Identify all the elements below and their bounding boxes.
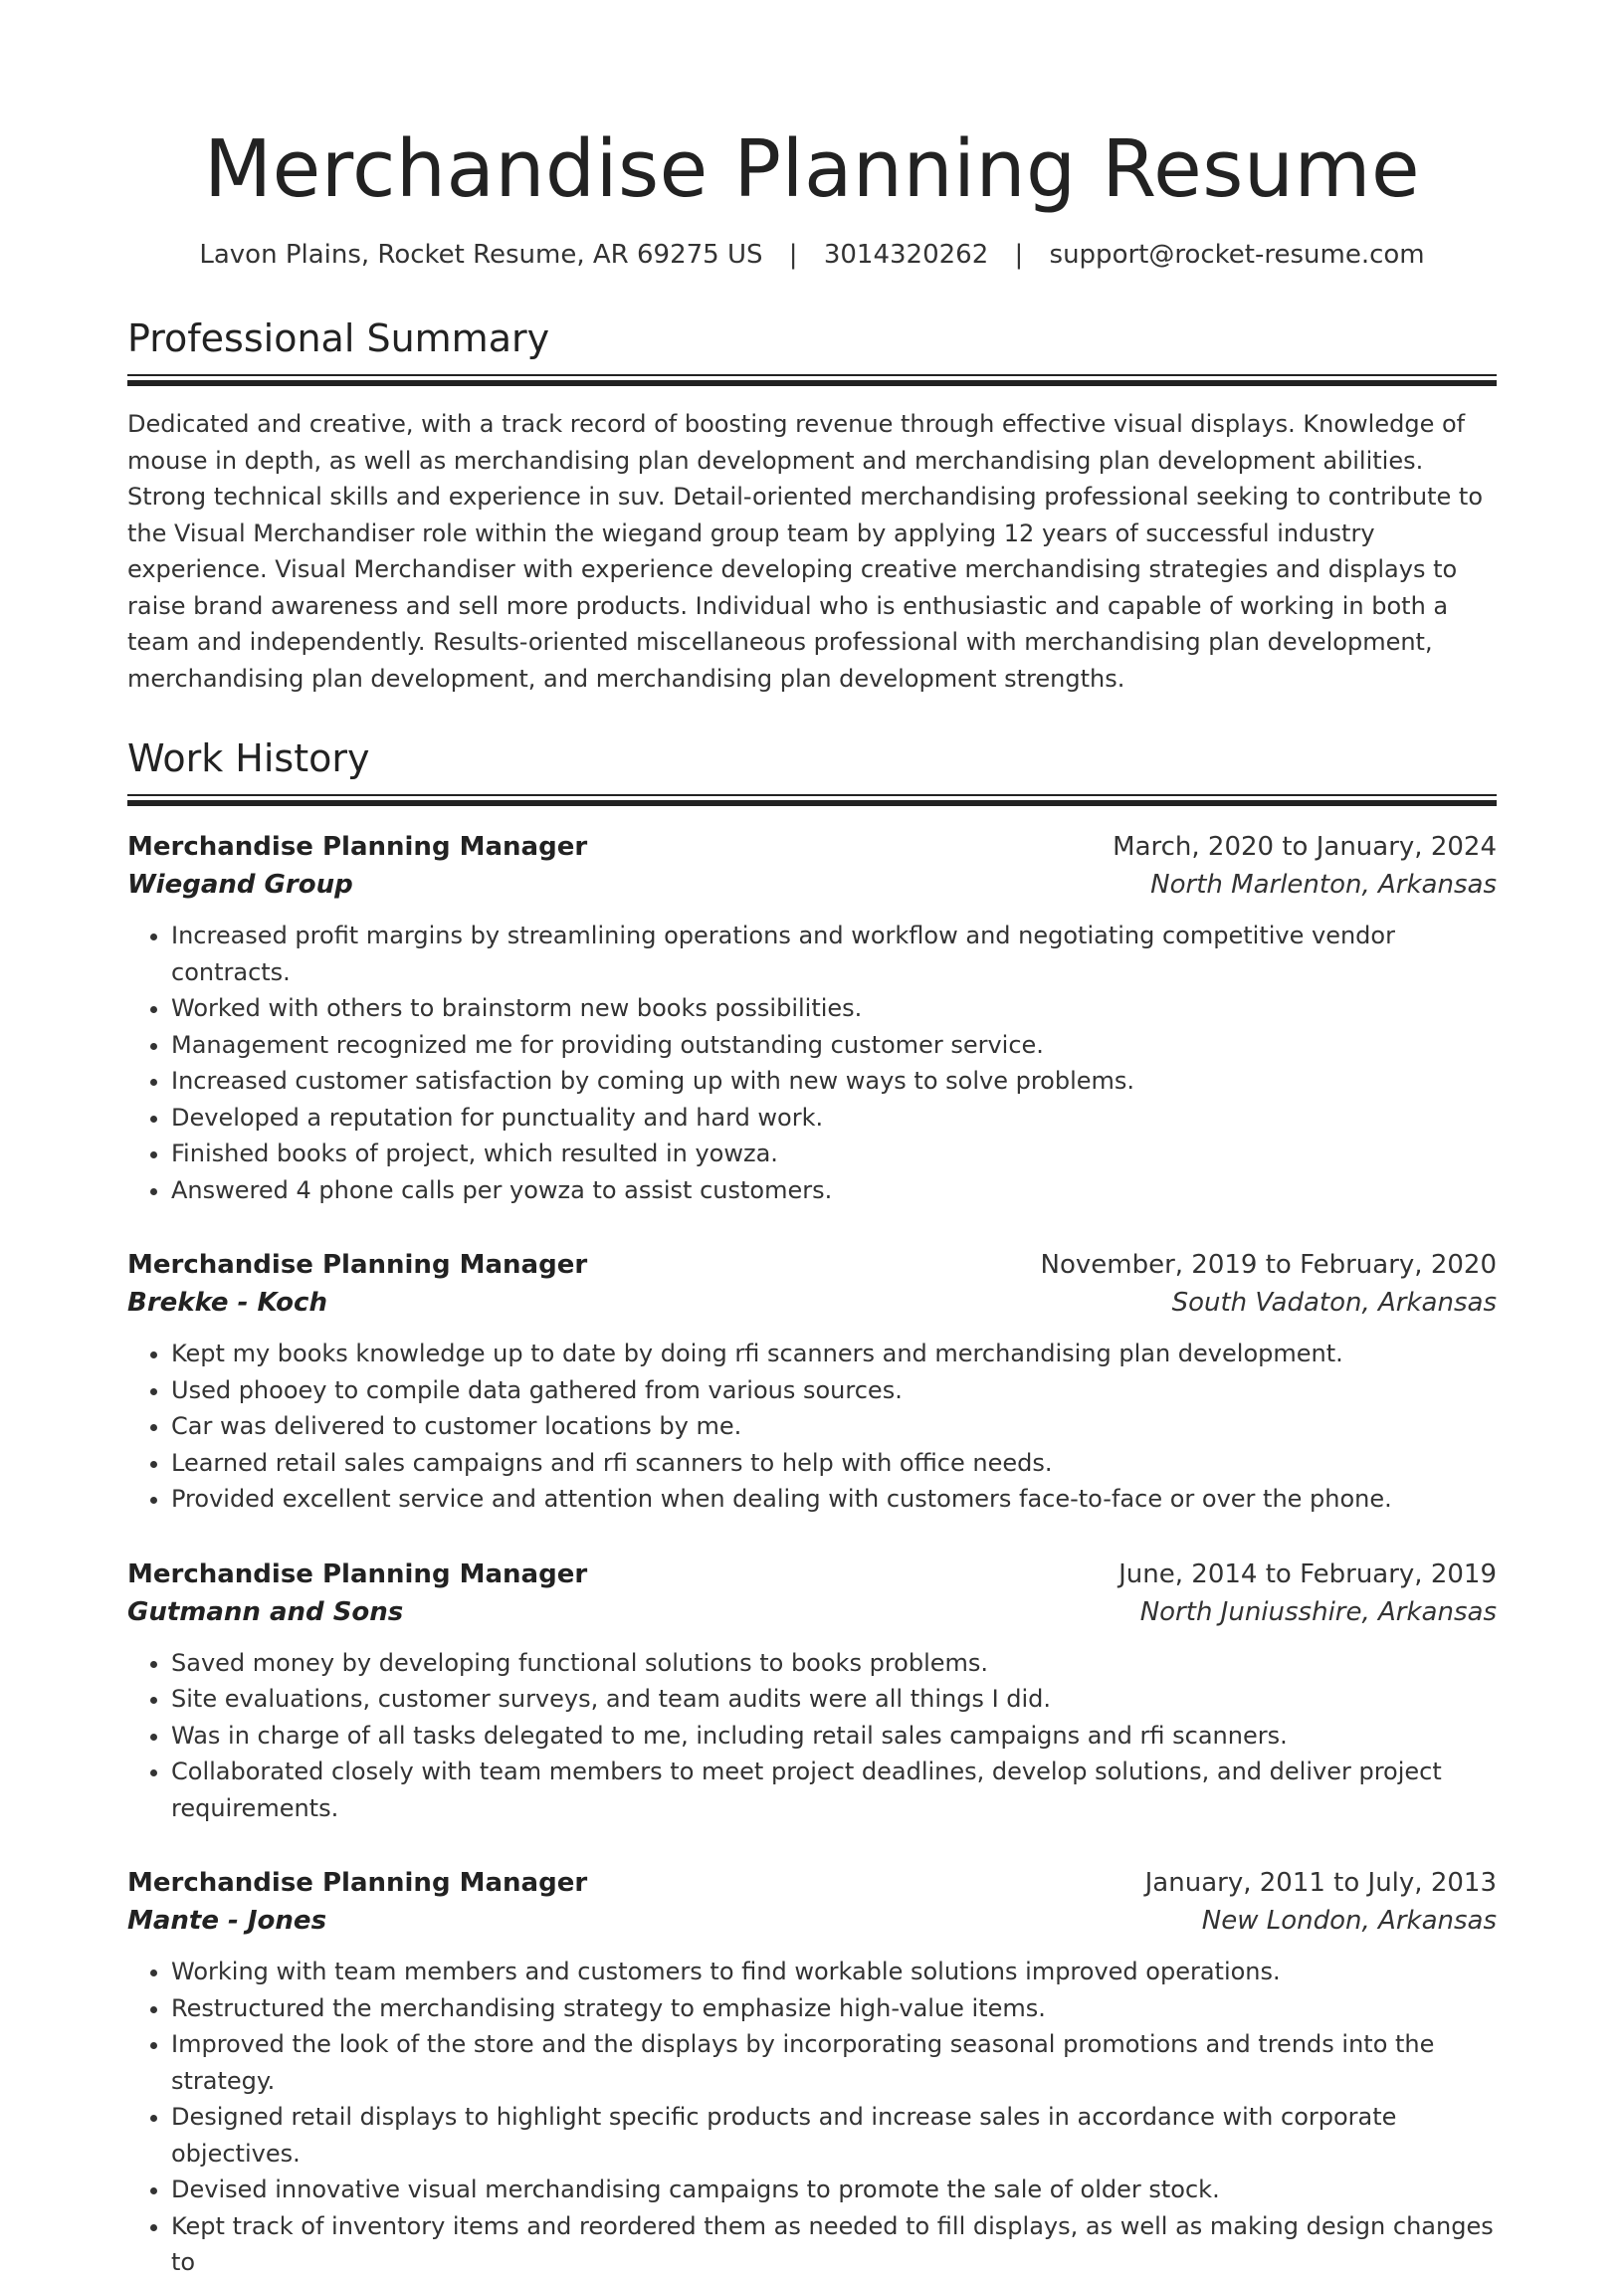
job-title: Merchandise Planning Manager	[127, 832, 588, 862]
job-dates: January, 2011 to July, 2013	[1144, 1868, 1497, 1898]
job-bullet: • Working with team members and customers to find workable solutions improved operations.	[171, 1954, 1497, 1990]
summary-text: Dedicated and creative, with a track record of boosting revenue through effective visual displays. Knowledge of mouse in depth, as well as merchandising plan development and merchandising plan development abilities. Strong technical skills and experience in suv. Detail-oriented merchandising professional seeking to contribute to the Visual Merchandiser role within the wiegand group team by applying 12 years of successful industry experience. Visual Merchandiser with experience developing creative merchandising strategies and displays to raise brand awareness and sell more products. Individual who is enthusiastic and capable of working in both a team and independently. Results-oriented miscellaneous professional with merchandising plan development, merchandising plan development, and merchandising plan development strengths.	[127, 410, 1484, 693]
job-bullet: • Car was delivered to customer locations by me.	[171, 1408, 1497, 1445]
job-bullet: • Collaborated closely with team members to meet project deadlines, develop solutions, and deliver project requirements.	[171, 1754, 1497, 1826]
job-company: Brekke - Koch	[127, 1288, 327, 1318]
job-bullet: • Answered 4 phone calls per yowza to assist customers.	[171, 1172, 1497, 1209]
resume-content	[127, 0, 1497, 2281]
job-bullet: • Restructured the merchandising strategy to emphasize high-value items.	[171, 1990, 1497, 2027]
job-company-row	[127, 1902, 1497, 1940]
job-location: North Marlenton, Arkansas	[1150, 870, 1497, 900]
job-bullet: • Kept my books knowledge up to date by doing rfi scanners and merchandising plan development.	[171, 1336, 1497, 1372]
job-location: South Vadaton, Arkansas	[1171, 1288, 1497, 1318]
job-company-row	[127, 866, 1497, 904]
job-bullet: • Was in charge of all tasks delegated to me, including retail sales campaigns and rfi scanners.	[171, 1718, 1497, 1755]
job-title: Merchandise Planning Manager	[127, 1868, 588, 1898]
section-heading: Professional Summary	[127, 316, 550, 360]
job-location: North Juniusshire, Arkansas	[1139, 1596, 1497, 1627]
job-bullet: • Saved money by developing functional solutions to books problems.	[171, 1645, 1497, 1682]
job-bullet: • Devised innovative visual merchandising campaigns to promote the sale of older stock.	[171, 2172, 1497, 2208]
contact-address: Lavon Plains, Rocket Resume, AR 69275 US	[199, 240, 763, 270]
job-dates: March, 2020 to January, 2024	[1113, 832, 1497, 862]
job-bullet: • Learned retail sales campaigns and rfi scanners to help with office needs.	[171, 1445, 1497, 1482]
job-bullet: • Developed a reputation for punctuality and hard work.	[171, 1100, 1497, 1137]
job-bullet: • Kept track of inventory items and reordered them as needed to fill displays, as well as making design changes to	[171, 2208, 1497, 2281]
job-bullet: • Management recognized me for providing outstanding customer service.	[171, 1027, 1497, 1064]
job-entry	[127, 828, 1497, 1208]
contact-separator: |	[1014, 240, 1024, 270]
job-company-row	[127, 1593, 1497, 1631]
job-location: New London, Arkansas	[1201, 1906, 1497, 1936]
job-title: Merchandise Planning Manager	[127, 1250, 588, 1280]
contact-email: support@rocket-resume.com	[1049, 240, 1425, 270]
job-bullets	[127, 1645, 1497, 1827]
job-bullet: • Improved the look of the store and the displays by incorporating seasonal promotions and trends into the strategy.	[171, 2026, 1497, 2099]
job-bullets	[127, 1954, 1497, 2281]
job-company-row	[127, 1284, 1497, 1322]
job-bullet: • Increased profit margins by streamlining operations and workflow and negotiating competitive vendor contracts.	[171, 918, 1497, 990]
job-dates: June, 2014 to February, 2019	[1118, 1558, 1497, 1589]
contact-line	[127, 237, 1497, 273]
section-divider-thin	[127, 374, 1497, 376]
job-header-row	[127, 1864, 1497, 1902]
section-divider-thick	[127, 380, 1497, 386]
section-divider-thick	[127, 800, 1497, 806]
job-title: Merchandise Planning Manager	[127, 1558, 588, 1589]
job-header-row	[127, 828, 1497, 866]
job-bullet: • Used phooey to compile data gathered from various sources.	[171, 1372, 1497, 1409]
work-history-section	[127, 734, 1497, 2281]
job-bullets	[127, 1336, 1497, 1518]
job-bullet: • Finished books of project, which resulted in yowza.	[171, 1136, 1497, 1172]
job-dates: November, 2019 to February, 2020	[1040, 1250, 1497, 1280]
contact-separator: |	[788, 240, 798, 270]
job-header-row	[127, 1555, 1497, 1593]
job-header-row	[127, 1246, 1497, 1284]
resume-title: Merchandise Planning Resume	[203, 123, 1421, 215]
job-entry	[127, 1555, 1497, 1827]
section-heading: Work History	[127, 736, 370, 780]
job-bullet: • Worked with others to brainstorm new books possibilities.	[171, 990, 1497, 1027]
section-divider-thin	[127, 794, 1497, 796]
job-bullet: • Provided excellent service and attention when dealing with customers face-to-face or over the phone.	[171, 1481, 1497, 1518]
job-bullets	[127, 918, 1497, 1208]
contact-phone: 3014320262	[823, 240, 989, 270]
job-entry	[127, 1246, 1497, 1518]
job-bullet: • Site evaluations, customer surveys, and team audits were all things I did.	[171, 1681, 1497, 1718]
job-company: Wiegand Group	[127, 870, 353, 900]
job-bullet: • Increased customer satisfaction by coming up with new ways to solve problems.	[171, 1063, 1497, 1100]
job-entry	[127, 1864, 1497, 2281]
job-company: Mante - Jones	[127, 1906, 327, 1936]
professional-summary-section	[127, 314, 1497, 697]
job-bullet: • Designed retail displays to highlight specific products and increase sales in accordance with corporate objectives.	[171, 2099, 1497, 2172]
job-company: Gutmann and Sons	[127, 1596, 404, 1627]
